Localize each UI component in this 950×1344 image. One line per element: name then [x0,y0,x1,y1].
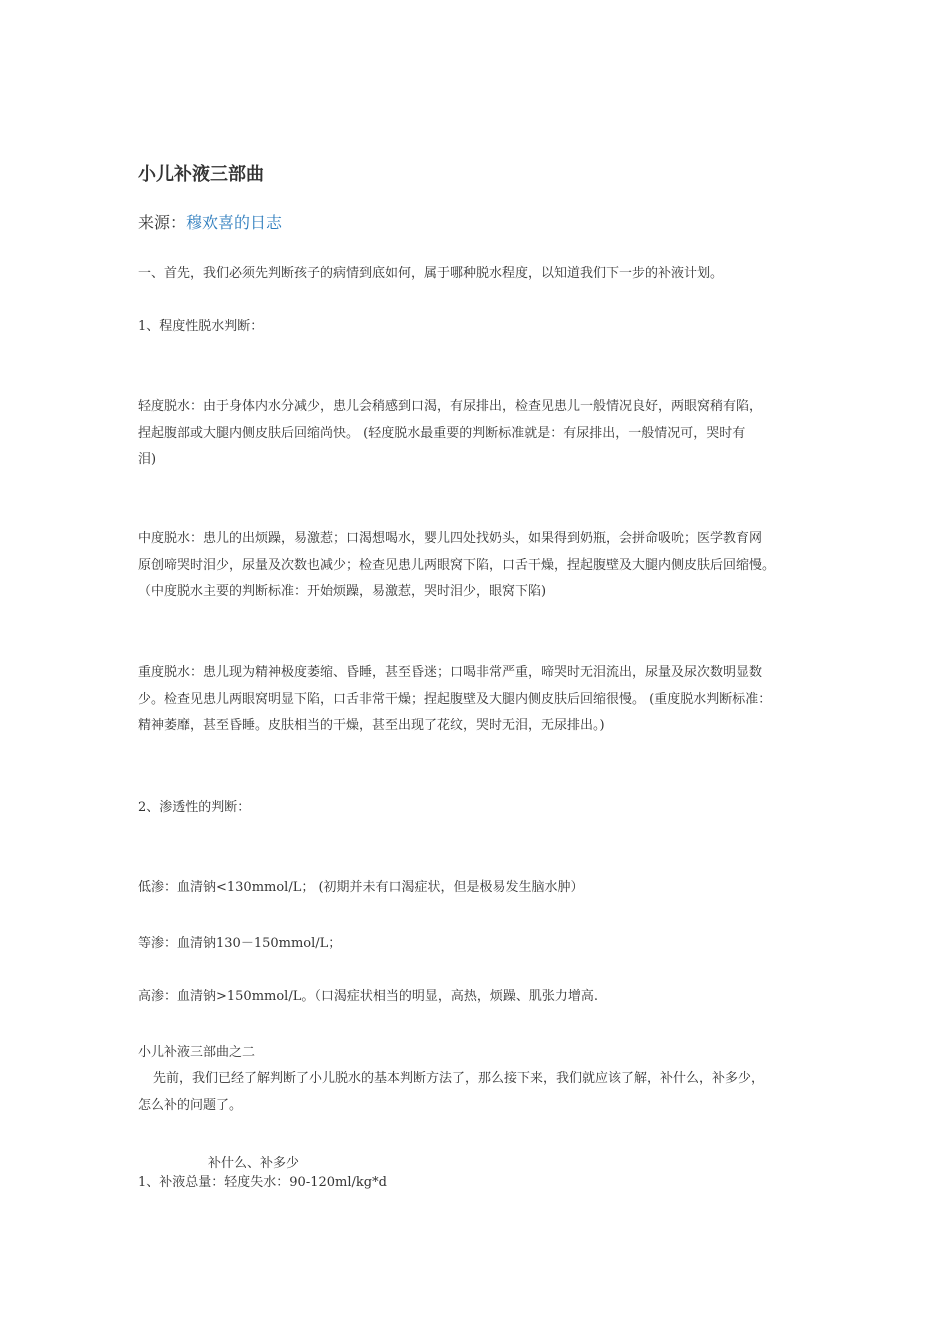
text-line: （中度脱水主要的判断标准：开始烦躁，易激惹，哭时泪少，眼窝下陷) [138,584,547,599]
total-fluid-line: 1、补液总量：轻度失水：90-120ml/kg*d [138,1175,387,1190]
part2-title: 小儿补液三部曲之二 [138,1045,256,1060]
hypertonic-line: 高渗：血清钠>150mmol/L。（口渴症状相当的明显，高热，烦躁、肌张力增高. [138,989,598,1004]
source-line [138,212,282,234]
text-line: 捏起腹部或大腿内侧皮肤后回缩尚快。 (轻度脱水最重要的判断标准就是：有尿排出，一般情况可，哭时有 [138,425,746,441]
mild-dehydration-paragraph [138,394,762,474]
subheading: 补什么、补多少 [208,1156,300,1171]
text-line: 重度脱水：患儿现为精神极度萎缩、昏睡，甚至昏迷；口喝非常严重，啼哭时无泪流出，尿量及尿次数明显数 [138,665,763,680]
text-line: 原创啼哭时泪少，尿量及次数也减少；检查见患儿两眼窝下陷，口舌干燥，捏起腹壁及大腿内侧皮肤后回缩慢。 [138,557,776,573]
intro-paragraph: 一、首先，我们必须先判断孩子的病情到底如何，属于哪种脱水程度，以知道我们下一步的补液计划。 [138,266,724,281]
text-line: 精神萎靡，甚至昏睡。皮肤相当的干燥，甚至出现了花纹，哭时无泪，无尿排出。) [138,718,605,733]
text-line: 怎么补的问题了。 [138,1097,243,1113]
part2-paragraph [138,1066,764,1119]
page-title: 小儿补液三部曲 [138,164,264,185]
isotonic-line: 等渗：血清钠130－150mmol/L； [138,936,342,951]
section2-heading: 2、渗透性的判断： [138,800,251,815]
text-line: 先前，我们已经了解判断了小儿脱水的基本判断方法了，那么接下来，我们就应该了解，补什么，补多少， [153,1071,765,1086]
text-line: 泪) [138,452,157,467]
text-line: 中度脱水：患儿的出烦躁，易激惹；口渴想喝水，婴儿四处找奶头，如果得到奶瓶，会拼命吸吮；医学教育网 [138,531,763,546]
severe-dehydration-paragraph [138,660,771,740]
moderate-dehydration-paragraph [138,526,775,606]
section1-heading: 1、程度性脱水判断： [138,319,264,334]
hypotonic-line: 低渗：血清钠<130mmol/L； (初期并未有口渴症状，但是极易发生脑水肿） [138,880,584,895]
text-line: 轻度脱水：由于身体内水分减少，患儿会稍感到口渴，有尿排出，检查见患儿一般情况良好，两眼窝稍有陷， [138,399,763,414]
source-link[interactable]: 穆欢喜的日志 [186,213,283,232]
source-label: 来源： [138,213,187,232]
text-line: 少。检查见患儿两眼窝明显下陷，口舌非常干燥；捏起腹壁及大腿内侧皮肤后回缩很慢。 (重度脱水判断标准： [138,691,772,707]
